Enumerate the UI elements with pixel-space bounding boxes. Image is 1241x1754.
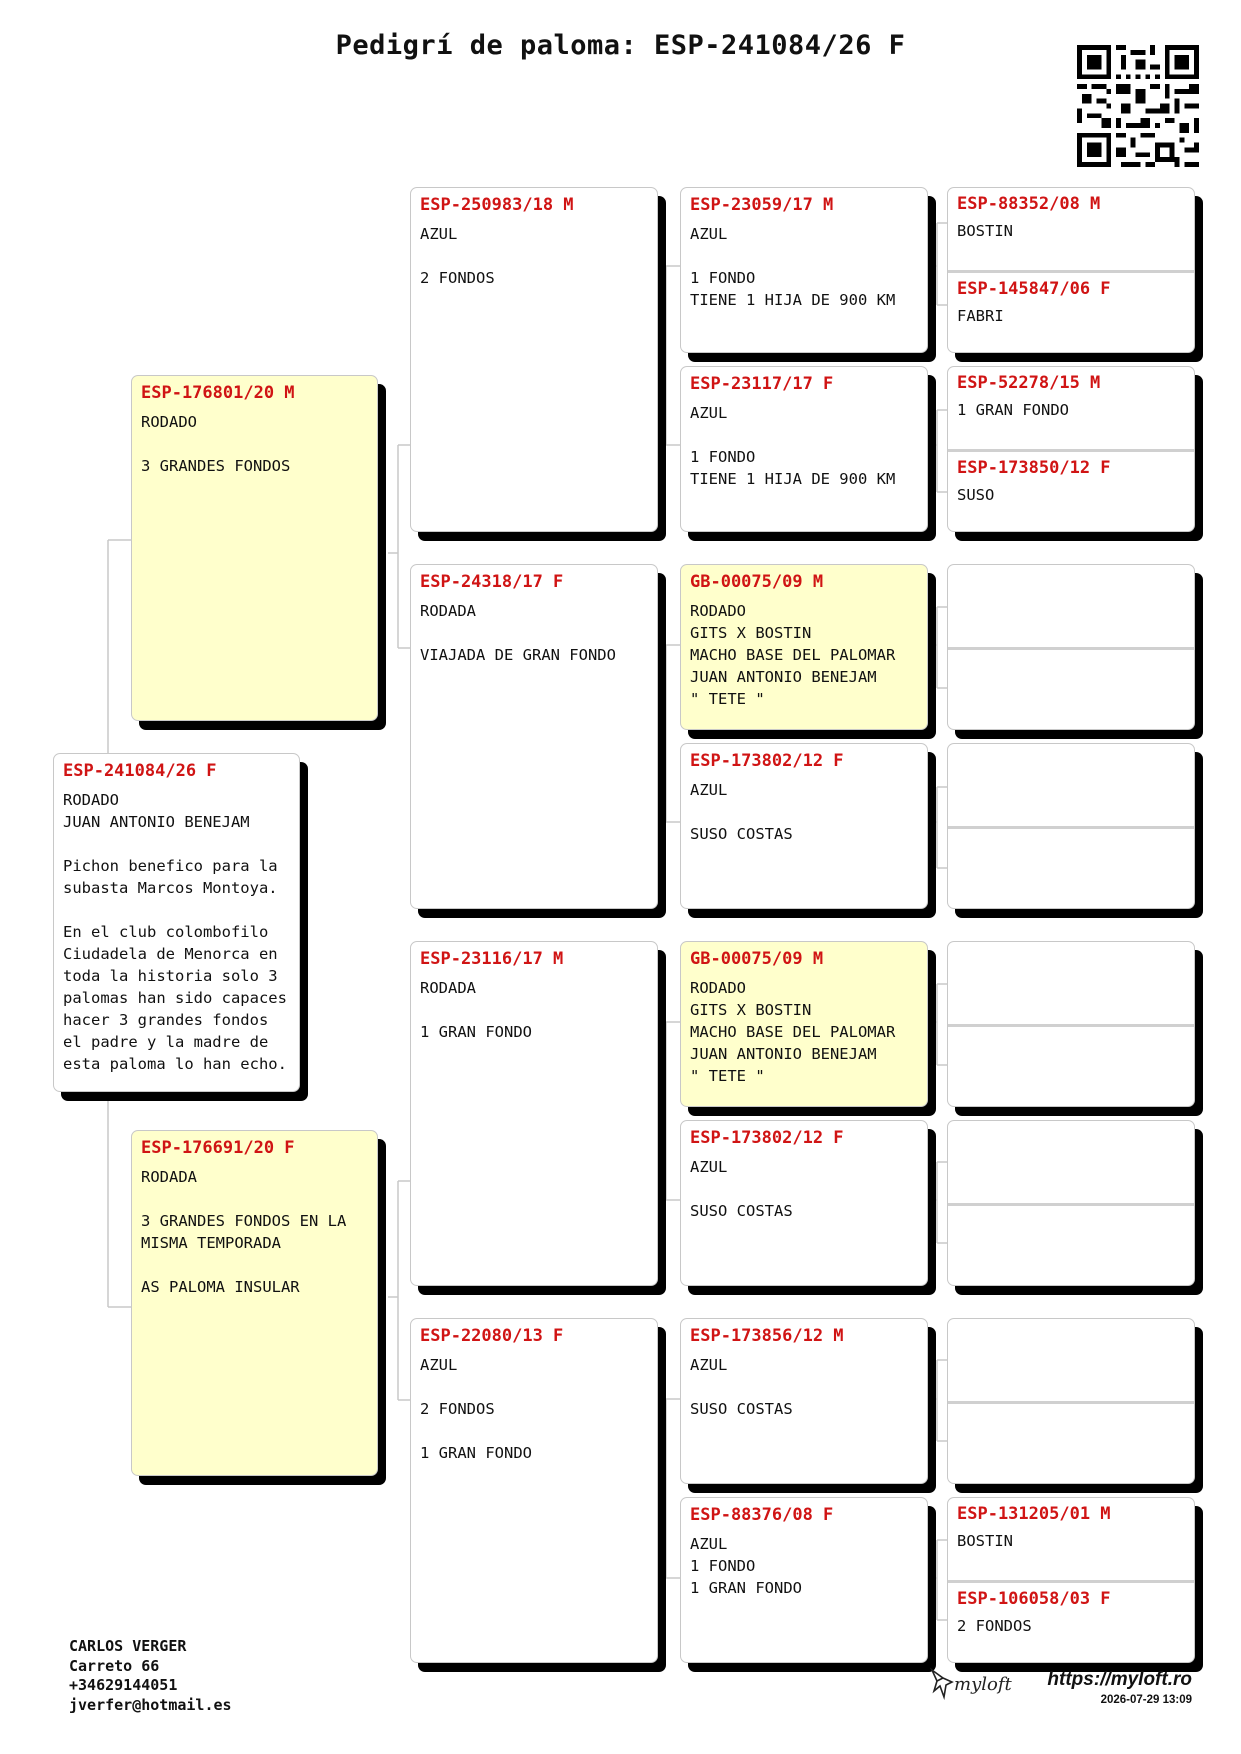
grandparent-description: AZUL 2 FONDOS 1 GRAN FONDO xyxy=(420,1356,532,1462)
great-grandparent-ring: ESP-23117/17 F xyxy=(690,374,834,394)
grandparent-description: RODADA VIAJADA DE GRAN FONDO xyxy=(420,602,616,664)
ggg-dam-ring: ESP-106058/03 F xyxy=(957,1589,1111,1609)
great-grandparent-ring: ESP-173856/12 M xyxy=(690,1326,844,1346)
great-great-grandparent-sire[interactable] xyxy=(948,188,1194,270)
great-grandparent-card[interactable] xyxy=(680,366,928,532)
great-grandparent-ring: ESP-173802/12 F xyxy=(690,751,844,771)
great-great-grandparent-pair[interactable] xyxy=(947,941,1195,1107)
ggg-sire-ring: ESP-88352/08 M xyxy=(957,194,1101,214)
great-grandparent-description: AZUL SUSO COSTAS xyxy=(690,781,793,843)
owner-phone: +34629144051 xyxy=(69,1676,178,1694)
grandparent-card[interactable] xyxy=(410,1318,658,1663)
great-grandparent-ring: GB-00075/09 M xyxy=(690,949,824,969)
great-grandparent-card[interactable] xyxy=(680,187,928,353)
subject-description: RODADO JUAN ANTONIO BENEJAM Pichon benefico para la subasta Marcos Montoya. En el club colombofilo Ciudadela de Menorca en toda la historia solo 3 palomas han sido capaces hacer 3 grandes fondos el padre y la madre de esta paloma lo han echo. xyxy=(63,791,287,1073)
sire-ring: ESP-176801/20 M xyxy=(141,383,295,403)
ggg-dam-description: 2 FONDOS xyxy=(957,1617,1032,1635)
great-great-grandparent-pair[interactable] xyxy=(947,366,1195,532)
owner-contact xyxy=(69,1637,232,1715)
dam-ring: ESP-176691/20 F xyxy=(141,1138,295,1158)
ggg-sire-description: 1 GRAN FONDO xyxy=(957,401,1069,419)
great-grandparent-card[interactable] xyxy=(680,743,928,909)
ggg-sire-description: BOSTIN xyxy=(957,1532,1013,1550)
owner-address: Carreto 66 xyxy=(69,1656,160,1675)
great-grandparent-description: AZUL 1 FONDO TIENE 1 HIJA DE 900 KM xyxy=(690,225,896,309)
great-great-grandparent-sire[interactable] xyxy=(948,942,1194,1024)
owner-name: CARLOS VERGER xyxy=(69,1637,187,1655)
grandparent-ring: ESP-23116/17 M xyxy=(420,949,564,969)
great-great-grandparent-sire[interactable] xyxy=(948,744,1194,826)
great-grandparent-description: RODADO GITS X BOSTIN MACHO BASE DEL PALOMAR JUAN ANTONIO BENEJAM " TETE " xyxy=(690,602,896,708)
great-great-grandparent-dam[interactable] xyxy=(948,647,1194,730)
great-grandparent-card[interactable] xyxy=(680,1120,928,1286)
generated-timestamp: 2026-07-29 13:09 xyxy=(1100,1694,1192,1706)
great-great-grandparent-dam[interactable] xyxy=(948,270,1194,353)
great-great-grandparent-dam[interactable] xyxy=(948,826,1194,909)
great-great-grandparent-dam[interactable] xyxy=(948,1580,1194,1663)
ggg-sire-ring: ESP-131205/01 M xyxy=(957,1504,1111,1524)
ggg-dam-description: SUSO xyxy=(957,486,995,504)
great-great-grandparent-pair[interactable] xyxy=(947,1120,1195,1286)
great-grandparent-ring: ESP-88376/08 F xyxy=(690,1505,834,1525)
great-great-grandparent-sire[interactable] xyxy=(948,1319,1194,1401)
great-grandparent-description: AZUL 1 FONDO TIENE 1 HIJA DE 900 KM xyxy=(690,404,896,488)
ggg-sire-ring: ESP-52278/15 M xyxy=(957,373,1101,393)
great-grandparent-card[interactable] xyxy=(680,1497,928,1663)
ggg-dam-ring: ESP-145847/06 F xyxy=(957,279,1111,299)
great-grandparent-description: AZUL SUSO COSTAS xyxy=(690,1158,793,1220)
grandparent-ring: ESP-24318/17 F xyxy=(420,572,564,592)
grandparent-card[interactable] xyxy=(410,941,658,1286)
ggg-sire-description: BOSTIN xyxy=(957,222,1013,240)
ggg-dam-description: FABRI xyxy=(957,307,1004,325)
dam-description: RODADA 3 GRANDES FONDOS EN LA MISMA TEMPORADA AS PALOMA INSULAR xyxy=(141,1168,347,1296)
great-great-grandparent-dam[interactable] xyxy=(948,1203,1194,1286)
great-grandparent-ring: GB-00075/09 M xyxy=(690,572,824,592)
great-grandparent-card[interactable] xyxy=(680,941,928,1107)
great-great-grandparent-pair[interactable] xyxy=(947,564,1195,730)
sire-description: RODADO 3 GRANDES FONDOS xyxy=(141,413,291,475)
great-great-grandparent-pair[interactable] xyxy=(947,187,1195,353)
great-grandparent-card[interactable] xyxy=(680,564,928,730)
logo-text: myloft xyxy=(954,1674,1012,1695)
great-grandparent-description: RODADO GITS X BOSTIN MACHO BASE DEL PALOMAR JUAN ANTONIO BENEJAM " TETE " xyxy=(690,979,896,1085)
great-grandparent-card[interactable] xyxy=(680,1318,928,1484)
great-great-grandparent-dam[interactable] xyxy=(948,449,1194,532)
grandparent-card[interactable] xyxy=(410,187,658,532)
grandparent-description: AZUL 2 FONDOS xyxy=(420,225,495,287)
subject-card[interactable] xyxy=(53,753,300,1092)
brand-url[interactable]: https://myloft.ro xyxy=(1047,1669,1192,1690)
great-great-grandparent-sire[interactable] xyxy=(948,1121,1194,1203)
great-great-grandparent-dam[interactable] xyxy=(948,1401,1194,1484)
ggg-dam-ring: ESP-173850/12 F xyxy=(957,458,1111,478)
great-great-grandparent-sire[interactable] xyxy=(948,1498,1194,1580)
great-grandparent-ring: ESP-173802/12 F xyxy=(690,1128,844,1148)
sire-card[interactable] xyxy=(131,375,378,721)
great-great-grandparent-dam[interactable] xyxy=(948,1024,1194,1107)
owner-email[interactable]: jverfer@hotmail.es xyxy=(69,1695,232,1714)
great-grandparent-description: AZUL 1 FONDO 1 GRAN FONDO xyxy=(690,1535,802,1597)
great-great-grandparent-pair[interactable] xyxy=(947,743,1195,909)
myloft-logo xyxy=(926,1664,1026,1704)
grandparent-ring: ESP-22080/13 F xyxy=(420,1326,564,1346)
grandparent-description: RODADA 1 GRAN FONDO xyxy=(420,979,532,1041)
page-title: Pedigrí de paloma: ESP-241084/26 F xyxy=(335,30,906,61)
great-great-grandparent-pair[interactable] xyxy=(947,1497,1195,1663)
grandparent-ring: ESP-250983/18 M xyxy=(420,195,574,215)
great-grandparent-ring: ESP-23059/17 M xyxy=(690,195,834,215)
great-grandparent-description: AZUL SUSO COSTAS xyxy=(690,1356,793,1418)
grandparent-card[interactable] xyxy=(410,564,658,909)
great-great-grandparent-pair[interactable] xyxy=(947,1318,1195,1484)
great-great-grandparent-sire[interactable] xyxy=(948,367,1194,449)
great-great-grandparent-sire[interactable] xyxy=(948,565,1194,647)
dam-card[interactable] xyxy=(131,1130,378,1476)
subject-ring: ESP-241084/26 F xyxy=(63,761,217,781)
